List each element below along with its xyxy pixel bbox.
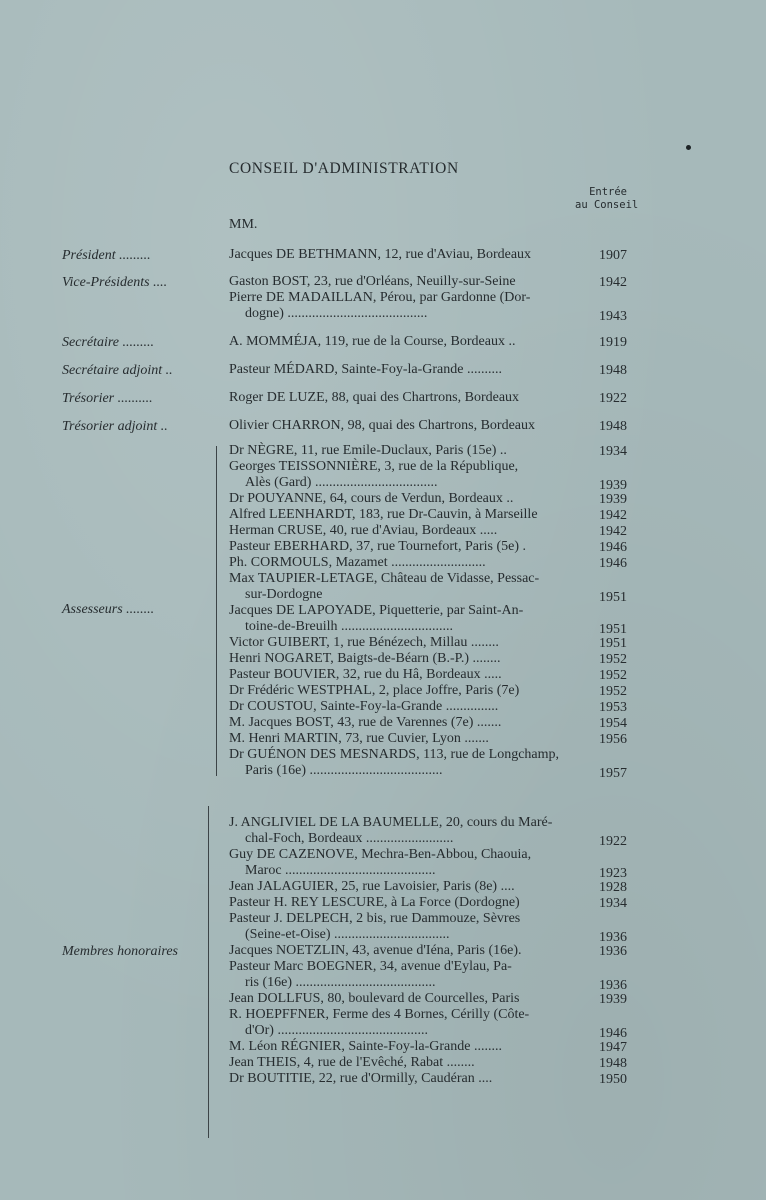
honoraire-entry-year: 1934 <box>599 896 627 911</box>
honoraire-entry-year: 1923 <box>599 865 627 881</box>
officer-entry-line: A. MOMMÉJA, 119, rue de la Course, Bordeaux .. <box>229 334 516 349</box>
honoraire-entry-year: 1948 <box>599 1056 627 1071</box>
honoraire-entry-year: 1936 <box>599 944 627 959</box>
honoraire-entry-year: 1922 <box>599 833 627 849</box>
honoraire-entry-line: Pasteur J. DELPECH, 2 bis, rue Dammouze, Sèvres <box>229 911 521 926</box>
officer-entry-year: 1943 <box>599 308 627 324</box>
assesseur-entry-line: Jacques DE LAPOYADE, Piquetterie, par Saint-An- <box>229 603 524 618</box>
assesseur-entry-line: Dr GUÉNON DES MESNARDS, 113, rue de Longchamp, <box>229 747 560 762</box>
assesseur-entry-year: 1952 <box>599 668 627 683</box>
officer-entry-line: dogne) ........................................ <box>245 305 428 321</box>
assesseur-entry-year: 1954 <box>599 716 627 731</box>
assesseur-entry-line: Ph. CORMOULS, Mazamet ........................... <box>229 555 486 570</box>
officer-entry-year: 1919 <box>599 335 627 350</box>
honoraire-entry-line: Jacques NOETZLIN, 43, avenue d'Iéna, Paris (16e). <box>229 943 522 958</box>
honoraire-entry-line: d'Or) ........................................... <box>245 1022 428 1038</box>
column-header <box>575 186 639 212</box>
assesseur-entry-year: 1951 <box>599 589 627 605</box>
honoraire-entry-year: 1936 <box>599 929 627 945</box>
honoraire-entry-line: Guy DE CAZENOVE, Mechra-Ben-Abbou, Chaouia, <box>229 847 532 862</box>
honoraire-entry-line: Dr BOUTITIE, 22, rue d'Ormilly, Caudéran .... <box>229 1071 493 1086</box>
assesseur-entry-year: 1951 <box>599 636 627 651</box>
honoraire-entry-line: Pasteur H. REY LESCURE, à La Force (Dordogne) <box>229 895 520 910</box>
role-vice-presidents: Vice-Présidents .... <box>62 275 168 290</box>
role-secretaire: Secrétaire ......... <box>62 335 155 350</box>
page-title: CONSEIL D'ADMINISTRATION <box>229 160 459 177</box>
honoraire-entry-year: 1936 <box>599 977 627 993</box>
honoraire-entry-line: Jean THEIS, 4, rue de l'Evêché, Rabat ........ <box>229 1055 475 1070</box>
honoraire-entry-year: 1946 <box>599 1025 627 1041</box>
honoraire-entry-line: M. Léon RÉGNIER, Sainte-Foy-la-Grande ........ <box>229 1039 502 1054</box>
assesseur-entry-line: Dr POUYANNE, 64, cours de Verdun, Bordeaux .. <box>229 491 514 506</box>
assesseur-entry-line: M. Henri MARTIN, 73, rue Cuvier, Lyon ....... <box>229 731 489 746</box>
assesseur-entry-line: Alfred LEENHARDT, 183, rue Dr-Cauvin, à Marseille <box>229 507 538 522</box>
assesseur-entry-year: 1942 <box>599 508 627 523</box>
assesseur-entry-line: Paris (16e) ...................................... <box>245 762 443 778</box>
column-header-line-1: Entrée <box>589 186 627 198</box>
assesseur-entry-year: 1934 <box>599 444 627 459</box>
assesseur-entry-line: Alès (Gard) ................................... <box>245 474 438 490</box>
assesseur-entry-year: 1946 <box>599 540 627 555</box>
honoraire-entry-year: 1947 <box>599 1040 627 1055</box>
honoraire-entry-line: Maroc ........................................... <box>245 862 436 878</box>
officer-entry-line: Roger DE LUZE, 88, quai des Chartrons, Bordeaux <box>229 390 520 405</box>
officer-entry-year: 1907 <box>599 248 627 263</box>
ink-spot <box>686 145 691 150</box>
assesseur-entry-line: Herman CRUSE, 40, rue d'Aviau, Bordeaux ..... <box>229 523 498 538</box>
assesseur-entry-line: toine-de-Breuilh ................................ <box>245 618 454 634</box>
assesseur-entry-year: 1939 <box>599 477 627 493</box>
assesseurs-bracket <box>216 446 227 776</box>
assesseur-entry-line: Dr COUSTOU, Sainte-Foy-la-Grande ............... <box>229 699 499 714</box>
honoraires-bracket <box>208 806 219 1138</box>
officer-entry-year: 1948 <box>599 363 627 378</box>
assesseur-entry-line: Pasteur BOUVIER, 32, rue du Hâ, Bordeaux ..... <box>229 667 502 682</box>
assesseur-entry-line: Dr Frédéric WESTPHAL, 2, place Joffre, Paris (7e) <box>229 683 520 698</box>
honoraire-entry-line: (Seine-et-Oise) ................................. <box>245 926 450 942</box>
officer-entry-line: Pasteur MÉDARD, Sainte-Foy-la-Grande .......... <box>229 362 502 377</box>
assesseur-entry-line: M. Jacques BOST, 43, rue de Varennes (7e) ....... <box>229 715 502 730</box>
role-tresorier-adjoint: Trésorier adjoint .. <box>62 419 168 434</box>
assesseur-entry-year: 1952 <box>599 684 627 699</box>
role-president: Président ......... <box>62 248 151 263</box>
assesseur-entry-year: 1953 <box>599 700 627 715</box>
assesseur-entry-line: Henri NOGARET, Baigts-de-Béarn (B.-P.) ........ <box>229 651 501 666</box>
honoraire-entry-line: Jean JALAGUIER, 25, rue Lavoisier, Paris (8e) .... <box>229 879 515 894</box>
officer-entry-year: 1948 <box>599 419 627 434</box>
officer-entry-line: Gaston BOST, 23, rue d'Orléans, Neuilly-sur-Seine <box>229 274 516 289</box>
assesseur-entry-line: Victor GUIBERT, 1, rue Bénézech, Millau ........ <box>229 635 499 650</box>
honoraire-entry-line: chal-Foch, Bordeaux ......................... <box>245 830 454 846</box>
role-tresorier: Trésorier .......... <box>62 391 153 406</box>
assesseur-entry-year: 1939 <box>599 492 627 507</box>
assesseur-entry-year: 1957 <box>599 765 627 781</box>
assesseur-entry-line: Max TAUPIER-LETAGE, Château de Vidasse, Pessac- <box>229 571 540 586</box>
honoraire-entry-line: ris (16e) ........................................ <box>245 974 436 990</box>
honoraire-entry-line: R. HOEPFFNER, Ferme des 4 Bornes, Cérilly (Côte- <box>229 1007 530 1022</box>
assesseur-entry-year: 1952 <box>599 652 627 667</box>
assesseur-entry-year: 1942 <box>599 524 627 539</box>
officer-entry-year: 1942 <box>599 275 627 290</box>
role-assesseurs: Assesseurs ........ <box>62 602 155 617</box>
salutation: MM. <box>229 217 258 232</box>
officer-entry-line: Olivier CHARRON, 98, quai des Chartrons, Bordeaux <box>229 418 536 433</box>
role-membres-honoraires: Membres honoraires <box>62 944 179 959</box>
role-secretaire-adjoint: Secrétaire adjoint .. <box>62 363 173 378</box>
officer-entry-year: 1922 <box>599 391 627 406</box>
column-header-line-2: au Conseil <box>575 199 639 211</box>
assesseur-entry-line: sur-Dordogne <box>245 586 323 602</box>
honoraire-entry-line: Pasteur Marc BOEGNER, 34, avenue d'Eylau, Pa- <box>229 959 512 974</box>
honoraire-entry-year: 1950 <box>599 1072 627 1087</box>
assesseur-entry-year: 1956 <box>599 732 627 747</box>
honoraire-entry-year: 1939 <box>599 992 627 1007</box>
assesseur-entry-line: Georges TEISSONNIÈRE, 3, rue de la République, <box>229 459 519 474</box>
assesseur-entry-line: Dr NÈGRE, 11, rue Emile-Duclaux, Paris (15e) .. <box>229 443 507 458</box>
honoraire-entry-line: J. ANGLIVIEL DE LA BAUMELLE, 20, cours du Maré- <box>229 815 553 830</box>
honoraire-entry-line: Jean DOLLFUS, 80, boulevard de Courcelles, Paris <box>229 991 520 1006</box>
assesseur-entry-line: Pasteur EBERHARD, 37, rue Tournefort, Paris (5e) . <box>229 539 526 554</box>
assesseur-entry-year: 1946 <box>599 556 627 571</box>
officer-entry-line: Pierre DE MADAILLAN, Pérou, par Gardonne (Dor- <box>229 290 531 305</box>
officer-entry-line: Jacques DE BETHMANN, 12, rue d'Aviau, Bordeaux <box>229 247 532 262</box>
honoraire-entry-year: 1928 <box>599 880 627 895</box>
assesseur-entry-year: 1951 <box>599 621 627 637</box>
